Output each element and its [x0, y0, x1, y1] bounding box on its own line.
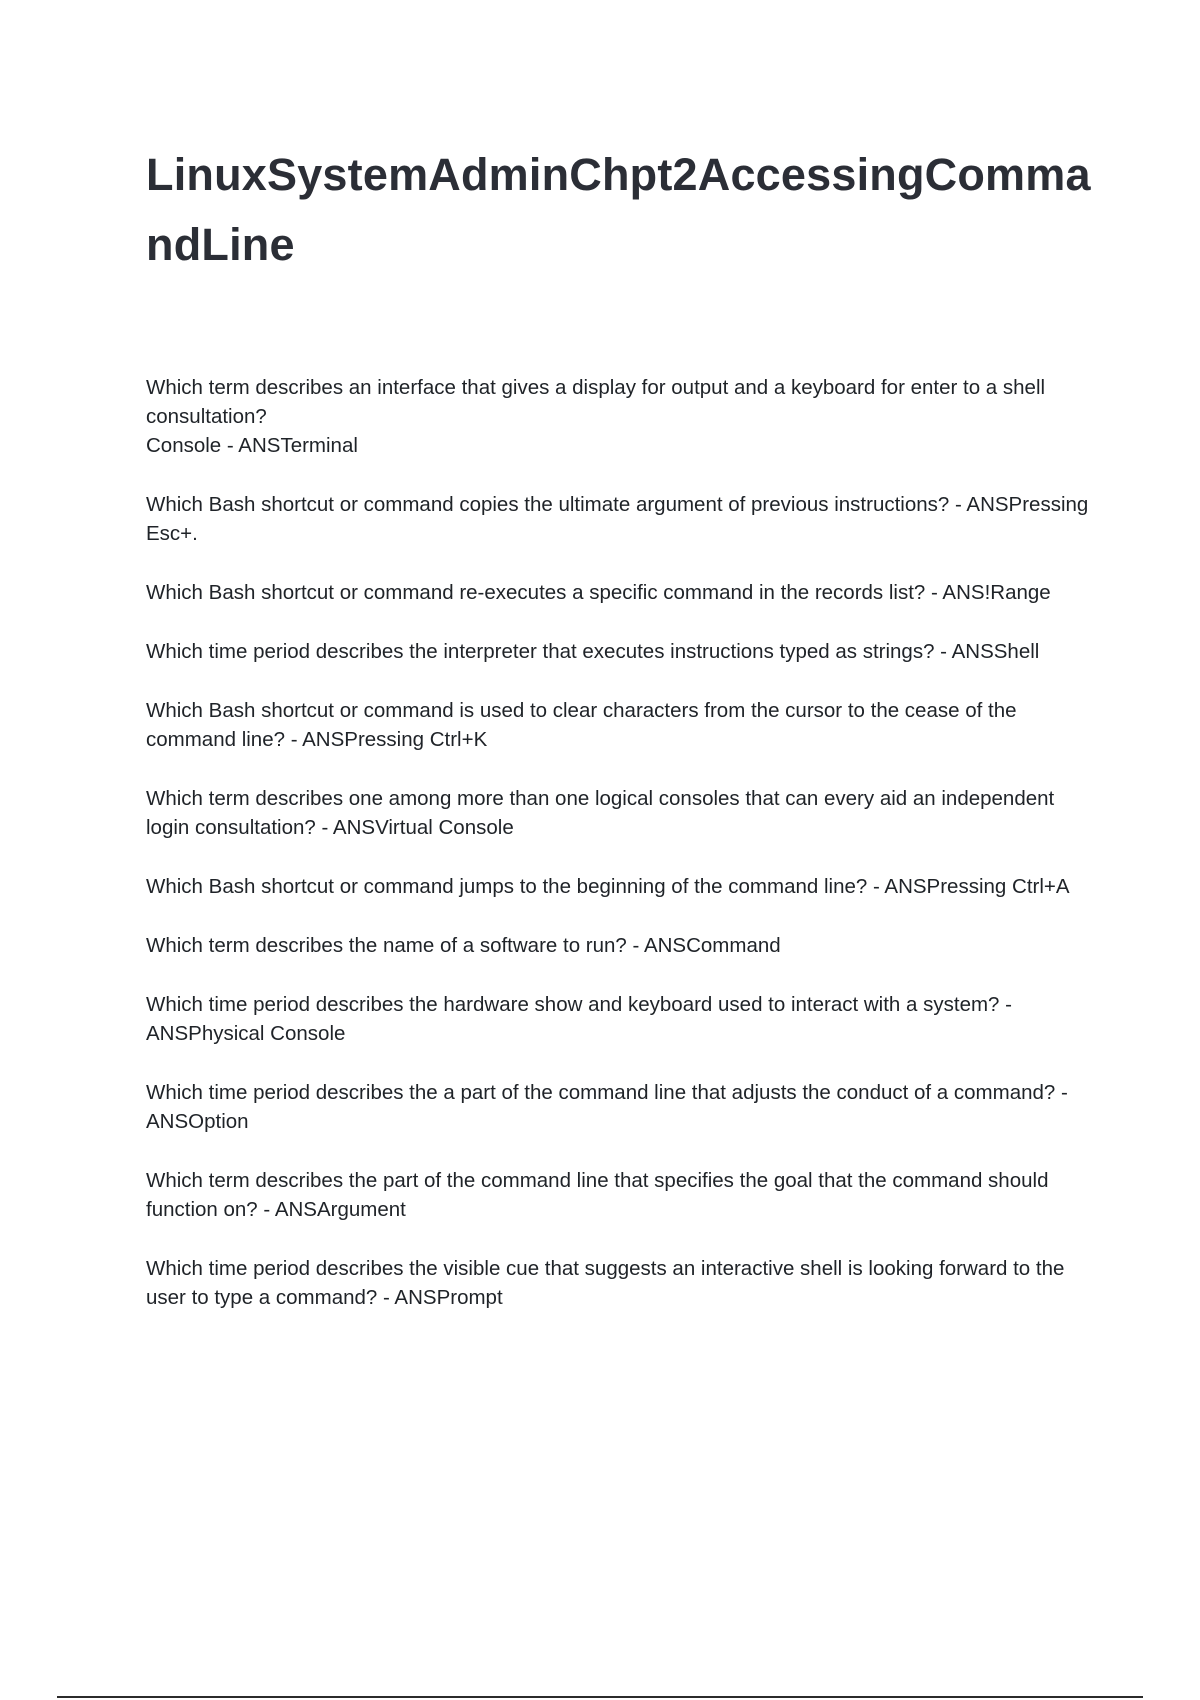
answer-text: ANSPrompt	[394, 1286, 503, 1309]
answer-text: ANSShell	[951, 640, 1040, 663]
answer-text: ANS!Range	[942, 581, 1051, 604]
question-text: Which Bash shortcut or command is used to clear characters from the cursor to the cease of the command line? -	[146, 699, 1017, 751]
answer-text: ANSPressing Ctrl+K	[302, 728, 488, 751]
question-text: Which term describes the part of the command line that specifies the goal that the command should function on? -	[146, 1169, 1049, 1221]
qa-item	[146, 373, 1096, 460]
question-text: Which time period describes the interpreter that executes instructions typed as strings? -	[146, 640, 948, 663]
answer-text: ANSPhysical Console	[146, 1022, 346, 1045]
qa-item	[146, 931, 1096, 960]
question-text: Which term describes one among more than one logical consoles that can every aid an independent login consultation? -	[146, 787, 1055, 839]
answer-text: ANSPressing Ctrl+A	[884, 875, 1070, 898]
qa-item	[146, 990, 1096, 1048]
question-text: Which Bash shortcut or command jumps to the beginning of the command line? -	[146, 875, 880, 898]
answer-text: ANSPressing Esc+.	[146, 493, 1089, 545]
question-text: Which Bash shortcut or command copies the ultimate argument of previous instructions? -	[146, 493, 962, 516]
qa-item	[146, 637, 1096, 666]
question-text: Which Bash shortcut or command re-executes a specific command in the records list? -	[146, 581, 938, 604]
footer-divider	[57, 1696, 1143, 1698]
qa-list	[146, 373, 1096, 1342]
question-text: Which time period describes the hardware show and keyboard used to interact with a system? -	[146, 993, 1012, 1016]
qa-item	[146, 872, 1096, 901]
qa-item	[146, 784, 1096, 842]
document-header	[146, 140, 1096, 280]
question-text: Which term describes the name of a software to run? -	[146, 934, 640, 957]
question-text: Which term describes an interface that gives a display for output and a keyboard for enter to a shell consultation?	[146, 376, 1046, 428]
answer-text: ANSOption	[146, 1110, 249, 1133]
qa-item	[146, 490, 1096, 548]
qa-item	[146, 1166, 1096, 1224]
qa-item	[146, 1254, 1096, 1312]
answer-text: ANSCommand	[643, 934, 781, 957]
question-text: Which time period describes the a part of the command line that adjusts the conduct of a command? -	[146, 1081, 1068, 1104]
qa-item	[146, 1078, 1096, 1136]
qa-item	[146, 696, 1096, 754]
answer-text: ANSVirtual Console	[332, 816, 514, 839]
qa-item	[146, 578, 1096, 607]
question-text: Which time period describes the visible cue that suggests an interactive shell is looking forward to the user to type a command? -	[146, 1257, 1065, 1309]
answer-text: ANSArgument	[274, 1198, 406, 1221]
document-title: LinuxSystemAdminChpt2AccessingCommandLine	[146, 149, 1091, 270]
answer-text: Console - ANSTerminal	[146, 434, 358, 457]
